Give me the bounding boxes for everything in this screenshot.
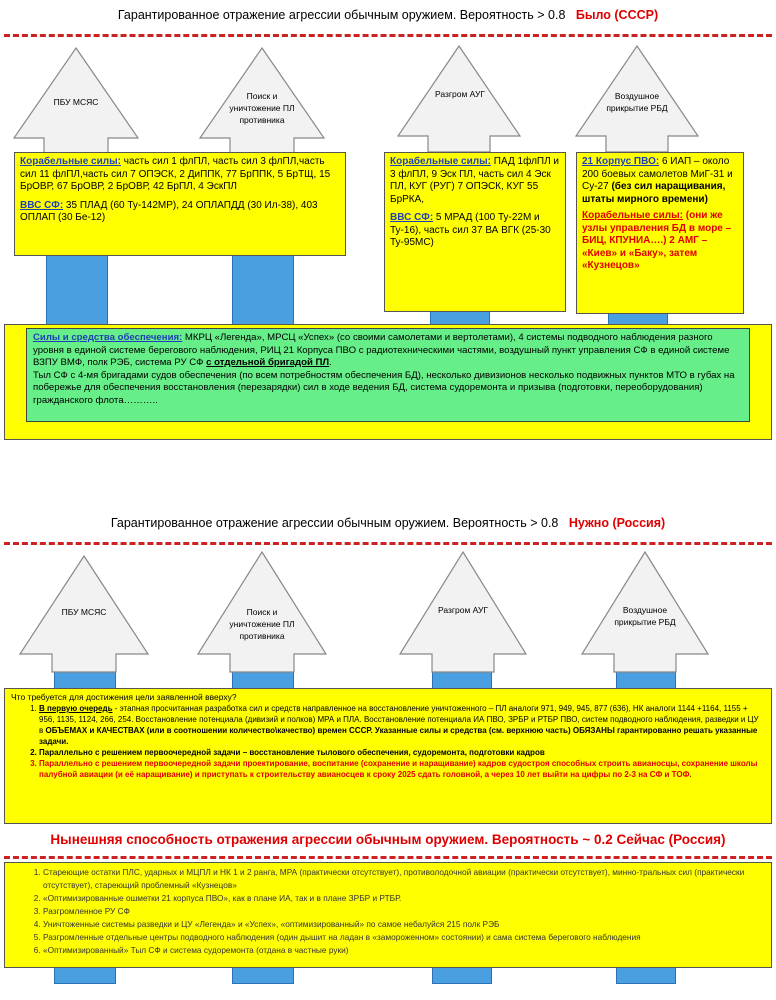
top-box2-vvs-title: ВВС СФ: xyxy=(390,212,434,223)
current-item-3: 3. Разгромленное РУ СФ xyxy=(43,905,765,918)
bottom-arrow-3-label: Разгром АУГ xyxy=(438,605,488,615)
top-support-box xyxy=(26,328,750,422)
bottom-title xyxy=(0,516,776,530)
top-box3-pvo-text: 6 ИАП – около 200 боевых самолетов МиГ-31 и Су-27 xyxy=(582,156,733,192)
top-box1-vvs-title: ВВС СФ: xyxy=(20,199,64,211)
top-box3-pvo-bold: (без сил наращивания, штаты мирного времени) xyxy=(582,181,726,205)
support-text2: Тыл СФ с 4-мя бригадами судов обеспечения (по всем потребностям обеспечения БД), несколько дивизионов несколько подвижных пунктов МТО в губах на побережье для обеспечения восстановления (перезарядки) сил в ходе ведения БД, система судоремонта и призыва (подготовки, переоборудования) гражданского флота……….. xyxy=(33,369,735,406)
needs-item-2: 2. Параллельно с решением первоочередной задачи – восстановление тылового обеспечения, судоремонта, подготовки кадров xyxy=(39,747,765,758)
top-arrow-4-label: Воздушное прикрытие РБД xyxy=(606,91,668,113)
top-box1-ks-title: Корабельные силы: xyxy=(20,156,121,167)
current-item-5: 5. Разгромленные отдельные центры подводного наблюдения (один дышит на ладан в «замороженном» состоянии) и сама система берегового наблюдения xyxy=(43,931,765,944)
top-box-forces-plsearch xyxy=(14,152,346,256)
bottom-pillar-1-base xyxy=(54,966,116,984)
top-box-forces-aug xyxy=(384,152,566,312)
top-box1-vvs-text: 35 ПЛАД (60 Ту-142МР), 24 ОПЛАПДД (30 Ил-38), 403 ОПЛАП (30 Бе-12) xyxy=(20,199,318,223)
support-text1: МКРЦ «Легенда», МРСЦ «Успех» (со своими самолетами и вертолетами), 4 системы подводного наблюдения разного уровня в единой системе берегового наблюдения, РИЦ 21 Корпуса ПВО с радиотехническими частями, воздушный пункт управления СФ в единой системе ВЗПУ ВМФ, полк РЭБ, система РУ СФ xyxy=(33,332,730,368)
needs-question: Что требуется для достижения цели заявленной вверху? xyxy=(11,692,237,702)
current-list xyxy=(11,866,765,957)
top-box2-ks-text: ПАД 1флПЛ и 3 флПЛ, 9 Эск ПЛ, часть сил 4 Эск ПЛ, КУГ (РУГ) 7 ОПЭСК, КУГ 55 БрРКА, xyxy=(390,156,560,205)
current-item-2: 2. «Оптимизированные ошметки 21 корпуса ПВО», как в плане ИА, так и в плане ЗРБР и РТБР. xyxy=(43,892,765,905)
current-item-1: 1. Стареющие остатки ПЛС, ударных и МЦПЛ и НК 1 и 2 ранга, МРА (практически отсутствует), противолодочной авиации (практически отсутствует), минно-тральных сил (практически отсутствует), стареющий проблемный «Кузнецов» xyxy=(43,866,765,892)
support-text1-end: . xyxy=(329,357,332,368)
bottom-arrow-2-label: Поиск и уничтожение ПЛ противника xyxy=(229,607,295,641)
top-title-tag: Было (СССР) xyxy=(575,8,659,22)
current-item-6: 6. «Оптимизированный» Тыл СФ и система судоремонта (отдана в частные руки) xyxy=(43,944,765,957)
needs-item-3: 3. Параллельно с решением первоочередной задачи проектирование, воспитание (сохранение и наращивание) кадров судостроя способных строить авианосцы, сохранение школы палубной авиации (и её наращивание) и приступать к строительству авианосцев к сроку 2025 сдать головной, а через 10 лет выйти на цифры по 2-3 на СФ и ТОФ. xyxy=(39,758,765,780)
needs-item-1-text: - этапная просчитанная разработка сил и средств направленное на восстановление уничтоженного – ПЛ аналоги 971, 949, 945, 877 (636), НК аналоги 1144 +1164, 1155 + 956, 1135, 1124, 266, 254. Восстановление потенциала (дивизий и полков) МРА и ПЛА. Восстановление потенциала ИА ПВО, ЗРБР и РТБР ПВО, систем подводного наблюдения, разведки и ЦУ в xyxy=(39,704,759,735)
needs-box xyxy=(4,688,772,824)
top-box3-ks-title: Корабельные силы: xyxy=(582,210,683,221)
bottom-pillar-2-base xyxy=(232,966,294,984)
top-arrow-3-label: Разгром АУГ xyxy=(435,89,485,99)
top-box2-vvs-text: 5 МРАД (100 Ту-22М и Ту-16), часть сил 37 ВА ВГК (25-30 Ту-95МС) xyxy=(390,212,551,248)
current-dashed-line xyxy=(4,856,772,859)
bottom-arrow-4-label: Воздушное прикрытие РБД xyxy=(614,605,676,627)
needs-item-1-bold: ОБЪЕМАХ и КАЧЕСТВАХ (или в соотношении количество\качество) времен СССР. Указанные силы и средства (см. верхнюю часть) ОБЯЗАНЫ гарантированно решать указанные задачи. xyxy=(39,726,758,746)
top-title-prefix: Гарантированное отражение агрессии обычным оружием. Вероятность > 0.8 xyxy=(117,8,566,22)
needs-item-1-lead: В первую очередь xyxy=(39,704,113,713)
top-box1-ks-text: часть сил 1 флПЛ, часть сил 3 флПЛ,часть сил 11 флПЛ,часть сил 7 ОПЭСК, 2 ДиППК, 77 БрППК, 5 БрТЩ, 15 БрОВР, 67 БрОВР, 2 БрОВР, 42 БрПЛ, 4 ЭскПЛ xyxy=(20,156,331,192)
current-title: Нынешняя способность отражения агрессии обычным оружием. Вероятность ~ 0.2 Сейчас (Россия) xyxy=(50,832,726,847)
current-box xyxy=(4,862,772,968)
top-arrow-1-label: ПБУ МСЯС xyxy=(53,97,99,107)
top-box-forces-air-cover xyxy=(576,152,744,314)
support-text1-bold: с отдельной бригадой ПЛ xyxy=(206,357,330,368)
current-item-4: 4. Уничтоженные системы разведки и ЦУ «Легенда» и «Успех», «оптимизированный» по самое небалуйся 215 полк РЭБ xyxy=(43,918,765,931)
top-title xyxy=(0,8,776,22)
top-box3-ks-text: (они же узлы управления БД в море – БИЦ, КПУНИА….) 2 АМГ – «Киев» и «Баку», затем «Кузнецов» xyxy=(582,210,732,271)
top-dashed-line xyxy=(4,34,772,37)
top-box3-pvo-title: 21 Корпус ПВО: xyxy=(582,156,660,167)
bottom-title-tag: Нужно (Россия) xyxy=(568,516,666,530)
bottom-dashed-line xyxy=(4,542,772,545)
top-arrow-2-label: Поиск и уничтожение ПЛ противника xyxy=(229,91,295,125)
bottom-pillar-3-base xyxy=(432,966,492,984)
needs-list xyxy=(11,703,765,780)
bottom-title-prefix: Гарантированное отражение агрессии обычным оружием. Вероятность > 0.8 xyxy=(110,516,559,530)
top-box2-ks-title: Корабельные силы: xyxy=(390,156,491,167)
bottom-pillar-4-base xyxy=(616,966,676,984)
needs-item-1 xyxy=(39,703,765,747)
bottom-arrow-1-label: ПБУ МСЯС xyxy=(61,607,107,617)
support-title: Силы и средства обеспечения: xyxy=(33,332,183,343)
